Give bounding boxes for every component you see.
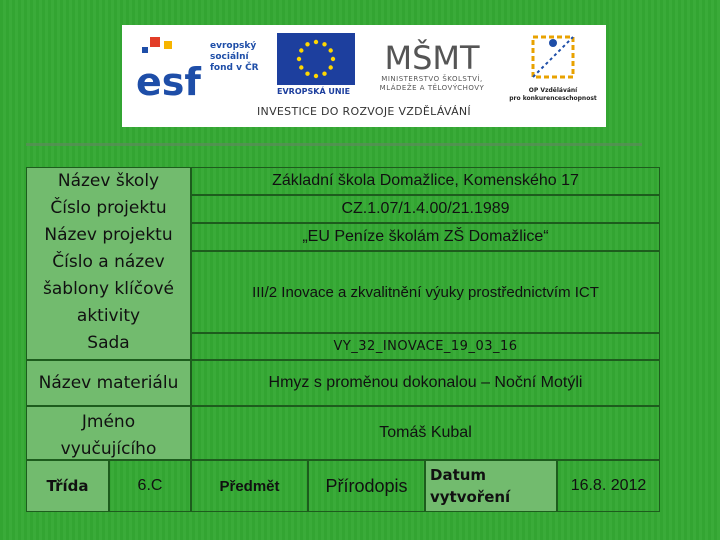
eu-star-icon xyxy=(329,48,333,52)
teacher-label-line-2: vyučujícího xyxy=(60,439,157,459)
project-number-value: CZ.1.07/1.4.00/21.1989 xyxy=(191,195,660,223)
eu-star-icon xyxy=(331,57,335,61)
investice-slogan: INVESTICE DO ROZVOJE VZDĚLÁVÁNÍ xyxy=(257,105,471,118)
label-set: Sada xyxy=(87,333,130,353)
label-project-name: Název projektu xyxy=(44,225,173,245)
date-label xyxy=(425,460,557,512)
esf-text xyxy=(210,41,280,74)
material-value: Hmyz s proměnou dokonalou – Noční Motýli xyxy=(191,360,660,406)
op-text-line-2: pro konkurenceschopnost xyxy=(509,95,597,102)
subject-label: Předmět xyxy=(191,460,308,512)
esf-wordmark: esf xyxy=(136,60,201,103)
op-text xyxy=(507,87,599,103)
esf-text-line-1: evropský xyxy=(210,41,257,51)
msmt-text-line-1: MINISTERSTVO ŠKOLSTVÍ, xyxy=(381,75,483,83)
label-template-line-3: aktivity xyxy=(76,306,141,326)
eu-star-icon xyxy=(299,48,303,52)
teacher-label-line-1: Jméno xyxy=(81,412,136,432)
eu-star-icon xyxy=(305,42,309,46)
subject-value: Přírodopis xyxy=(308,460,425,512)
eu-star-icon xyxy=(314,74,318,78)
msmt-mark-icon xyxy=(362,31,502,75)
msmt-logo xyxy=(362,31,502,111)
eu-star-icon xyxy=(299,65,303,69)
divider-line xyxy=(26,143,642,146)
date-value: 16.8. 2012 xyxy=(557,460,660,512)
esf-text-line-3: fond v ČR xyxy=(210,63,259,73)
eu-star-icon xyxy=(322,42,326,46)
project-name-value: „EU Peníze školám ZŠ Domažlice“ xyxy=(191,223,660,251)
eu-star-icon xyxy=(322,72,326,76)
msmt-mark: MŠMT xyxy=(384,39,480,75)
label-project-number: Číslo projektu xyxy=(50,198,167,218)
eu-flag-icon xyxy=(277,33,355,85)
label-template-line-2: šablony klíčové xyxy=(43,279,174,299)
msmt-text-line-2: MLÁDEŽE A TĚLOVÝCHOVY xyxy=(379,84,485,92)
school-name-value: Základní škola Domažlice, Komenského 17 xyxy=(191,167,660,195)
eu-star-icon xyxy=(305,72,309,76)
esf-logo xyxy=(134,33,274,103)
op-mark-icon xyxy=(507,31,599,85)
eu-caption: EVROPSKÁ UNIE xyxy=(277,87,351,96)
template-name-value: III/2 Inovace a zkvalitnění výuky prostřednictvím ICT xyxy=(191,251,660,333)
label-school-name: Název školy xyxy=(57,171,160,191)
eu-star-icon xyxy=(314,40,318,44)
msmt-text xyxy=(362,75,502,93)
label-stack-cell xyxy=(26,167,191,360)
eu-star-icon xyxy=(329,65,333,69)
esf-mark-icon xyxy=(134,33,208,103)
date-label-line-2: vytvoření xyxy=(430,488,511,506)
material-label: Název materiálu xyxy=(26,360,191,406)
class-value: 6.C xyxy=(109,460,191,512)
teacher-value: Tomáš Kubal xyxy=(191,406,660,460)
label-template-line-1: Číslo a název xyxy=(52,252,165,272)
logo-banner xyxy=(122,25,606,127)
class-label: Třída xyxy=(26,460,109,512)
esf-text-line-2: sociální xyxy=(210,52,249,62)
set-value: VY_32_INOVACE_19_03_16 xyxy=(191,333,660,360)
date-label-line-1: Datum xyxy=(430,466,487,484)
op-text-line-1: OP Vzdělávání xyxy=(528,87,578,94)
teacher-label xyxy=(26,406,191,460)
eu-star-icon xyxy=(297,57,301,61)
